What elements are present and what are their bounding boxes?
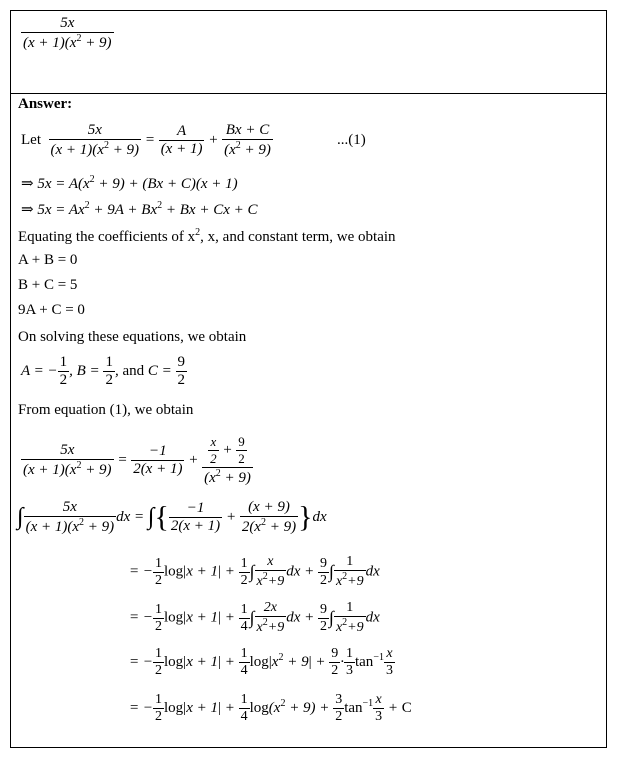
partial-fraction-setup: Let $\frac{5x}{(x + 1)(x^2 + 9)}$ = $\frac{A}{(x + 1)}$ + $\frac{Bx + C}{(x^2 + 9)}$ — [21, 122, 271, 158]
solution-values: A = − $\frac{1}{2}$ , B = $\frac{1}{2}$ , and C = $\frac{9}{2}$ — [21, 354, 185, 388]
decomposition: $\frac{5x}{(x + 1)(x^2 + 9)}$ = $\frac{-1}{2(x + 1)}$ + $\frac{x}{2}$ + $\frac{9}{2}$ $(x^2 + 9)$ — [23, 434, 251, 486]
answer-heading: Answer: — [18, 96, 73, 112]
expansion-line-2: ⇒ $5x = Ax^2 + 9A + Bx^2 + Bx + Cx + C$ — [21, 200, 258, 218]
integral-step-2: = − $\frac{1}{2}$ log|x + 1| + $\frac{1}{4}$ ∫ $\frac{2x}{x^2+9}$ dx + $\frac{9}{2}$ ∫ $\frac{1}{x^2+9}$ dx — [129, 600, 380, 635]
integral-setup: ∫ $\frac{5x}{(x + 1)(x^2 + 9)}$ dx = ∫{ $\frac{-1}{2(x + 1)}$ + $\frac{(x + 9)}{2(x^2 + 9)}$ }dx — [17, 499, 327, 535]
solving-text: On solving these equations, we obtain — [18, 329, 247, 345]
question-box — [10, 10, 607, 94]
from-equation-text: From equation (1), we obtain — [18, 402, 194, 418]
question-expression: $\frac{5x}{(x + 1)(x^2 + 9)}$ — [23, 15, 112, 51]
integral-step-3: = − $\frac{1}{2}$ log|x + 1| + $\frac{1}{4}$ $\log|x^2 + 9|$ + $\frac{9}{2}$ · $\frac{1}{3}$ $\tan^{-1}$ $\frac{x}{3}$ — [129, 646, 393, 678]
answer-box — [10, 93, 607, 748]
integral-step-1: = − $\frac{1}{2}$ log|x + 1| + $\frac{1}{2}$ ∫ $\frac{x}{x^2+9}$ dx + $\frac{9}{2}$ ∫ $\frac{1}{x^2+9}$ dx — [129, 554, 380, 589]
equation-tag: ...(1) — [337, 132, 366, 148]
equation-2: B + C = 5 — [18, 277, 78, 293]
equating-text: Equating the coefficients of $x^2$, x, and constant term, we obtain — [18, 227, 396, 245]
expansion-line-1: ⇒ $5x = A(x^2 + 9) + (Bx + C)(x + 1)$ — [21, 174, 238, 192]
equation-1: A + B = 0 — [18, 252, 78, 268]
integral-step-4: = − $\frac{1}{2}$ log|x + 1| + $\frac{1}{4}$ $\log(x^2 + 9)$ + $\frac{3}{2}$ $\tan^{-1}$ $\frac{x}{3}$ + C — [129, 692, 412, 724]
equation-3: 9A + C = 0 — [18, 302, 85, 318]
